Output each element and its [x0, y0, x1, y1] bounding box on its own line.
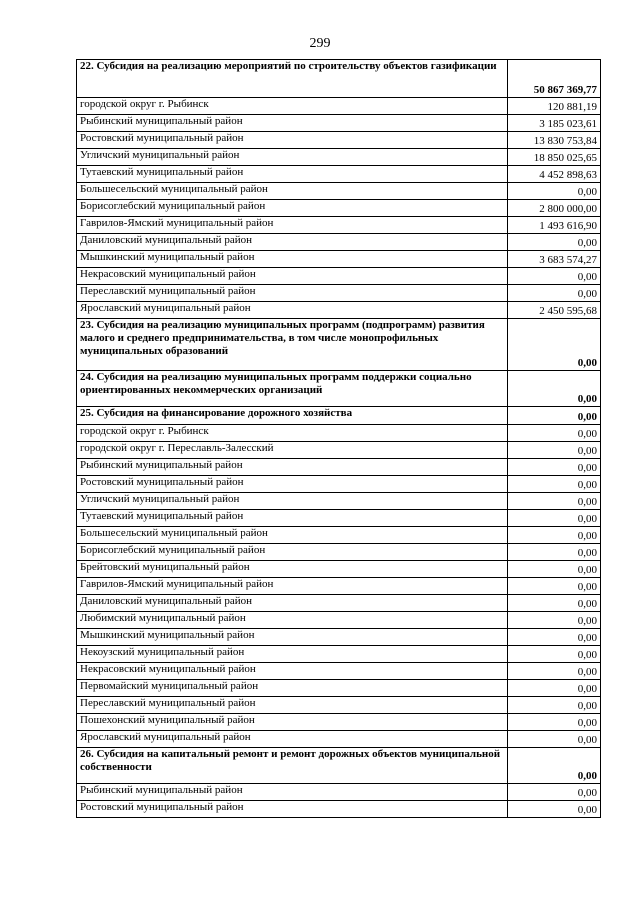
subsidy-amount: 0,00 [508, 268, 601, 285]
municipality-name: Тутаевский муниципальный район [77, 166, 508, 183]
subsidy-amount: 0,00 [508, 697, 601, 714]
subsidy-table-body [77, 60, 601, 818]
subsidy-amount: 0,00 [508, 801, 601, 818]
subsidy-amount: 0,00 [508, 612, 601, 629]
subsidy-amount: 3 185 023,61 [508, 115, 601, 132]
table-row [77, 612, 601, 629]
table-row [77, 595, 601, 612]
section-header-row [77, 407, 601, 425]
subsidy-amount: 0,00 [508, 527, 601, 544]
section-title: 22. Субсидия на реализацию мероприятий по строительству объектов газификации [77, 60, 508, 98]
municipality-name: Угличский муниципальный район [77, 149, 508, 166]
municipality-name: Мышкинский муниципальный район [77, 629, 508, 646]
subsidy-amount: 0,00 [508, 442, 601, 459]
municipality-name: Борисоглебский муниципальный район [77, 544, 508, 561]
table-row [77, 544, 601, 561]
table-row [77, 510, 601, 527]
municipality-name: Переславский муниципальный район [77, 285, 508, 302]
municipality-name: Борисоглебский муниципальный район [77, 200, 508, 217]
subsidy-amount: 0,00 [508, 459, 601, 476]
subsidy-amount: 0,00 [508, 183, 601, 200]
subsidy-amount: 3 683 574,27 [508, 251, 601, 268]
table-row [77, 493, 601, 510]
subsidy-amount: 0,00 [508, 493, 601, 510]
municipality-name: Рыбинский муниципальный район [77, 115, 508, 132]
section-total: 0,00 [508, 748, 601, 784]
table-row [77, 115, 601, 132]
table-row [77, 149, 601, 166]
table-row [77, 98, 601, 115]
table-row [77, 251, 601, 268]
table-row [77, 442, 601, 459]
table-row [77, 578, 601, 595]
municipality-name: Ростовский муниципальный район [77, 476, 508, 493]
municipality-name: Даниловский муниципальный район [77, 234, 508, 251]
table-row [77, 183, 601, 200]
subsidy-amount: 0,00 [508, 234, 601, 251]
subsidy-amount: 0,00 [508, 285, 601, 302]
municipality-name: Большесельский муниципальный район [77, 527, 508, 544]
municipality-name: Рыбинский муниципальный район [77, 784, 508, 801]
table-row [77, 302, 601, 319]
section-total: 0,00 [508, 371, 601, 407]
section-header-row [77, 371, 601, 407]
section-total: 0,00 [508, 407, 601, 425]
page-number: 299 [309, 36, 331, 51]
section-title: 25. Субсидия на финансирование дорожного хозяйства [77, 407, 508, 425]
table-row [77, 527, 601, 544]
subsidy-amount: 0,00 [508, 680, 601, 697]
subsidy-amount: 0,00 [508, 544, 601, 561]
municipality-name: Первомайский муниципальный район [77, 680, 508, 697]
subsidy-amount: 0,00 [508, 663, 601, 680]
table-row [77, 166, 601, 183]
section-header-row [77, 60, 601, 98]
table-row [77, 268, 601, 285]
table-row [77, 784, 601, 801]
subsidy-amount: 0,00 [508, 510, 601, 527]
municipality-name: Гаврилов-Ямский муниципальный район [77, 217, 508, 234]
municipality-name: Большесельский муниципальный район [77, 183, 508, 200]
subsidy-amount: 0,00 [508, 714, 601, 731]
section-total: 0,00 [508, 319, 601, 371]
table-row [77, 459, 601, 476]
table-row [77, 646, 601, 663]
table-row [77, 425, 601, 442]
municipality-name: городской округ г. Переславль-Залесский [77, 442, 508, 459]
subsidy-amount: 13 830 753,84 [508, 132, 601, 149]
subsidy-amount: 2 800 000,00 [508, 200, 601, 217]
table-row [77, 476, 601, 493]
subsidy-amount: 0,00 [508, 578, 601, 595]
subsidy-amount: 120 881,19 [508, 98, 601, 115]
subsidy-table [76, 59, 601, 818]
table-row [77, 200, 601, 217]
municipality-name: Переславский муниципальный район [77, 697, 508, 714]
municipality-name: Угличский муниципальный район [77, 493, 508, 510]
subsidy-amount: 0,00 [508, 784, 601, 801]
table-row [77, 561, 601, 578]
municipality-name: Брейтовский муниципальный район [77, 561, 508, 578]
section-header-row [77, 319, 601, 371]
subsidy-amount: 0,00 [508, 595, 601, 612]
municipality-name: Некрасовский муниципальный район [77, 663, 508, 680]
municipality-name: Некрасовский муниципальный район [77, 268, 508, 285]
municipality-name: Ярославский муниципальный район [77, 302, 508, 319]
subsidy-amount: 0,00 [508, 561, 601, 578]
municipality-name: городской округ г. Рыбинск [77, 98, 508, 115]
subsidy-amount: 4 452 898,63 [508, 166, 601, 183]
section-total: 50 867 369,77 [508, 60, 601, 98]
table-row [77, 285, 601, 302]
subsidy-amount: 1 493 616,90 [508, 217, 601, 234]
table-row [77, 697, 601, 714]
municipality-name: Ростовский муниципальный район [77, 801, 508, 818]
subsidy-amount: 18 850 025,65 [508, 149, 601, 166]
subsidy-amount: 0,00 [508, 629, 601, 646]
subsidy-amount: 2 450 595,68 [508, 302, 601, 319]
table-row [77, 217, 601, 234]
section-header-row [77, 748, 601, 784]
municipality-name: Тутаевский муниципальный район [77, 510, 508, 527]
table-row [77, 801, 601, 818]
municipality-name: Пошехонский муниципальный район [77, 714, 508, 731]
section-title: 24. Субсидия на реализацию муниципальных программ поддержки социально ориентированных некоммерческих организаций [77, 371, 508, 407]
municipality-name: Ярославский муниципальный район [77, 731, 508, 748]
subsidy-amount: 0,00 [508, 646, 601, 663]
table-row [77, 731, 601, 748]
municipality-name: городской округ г. Рыбинск [77, 425, 508, 442]
table-row [77, 714, 601, 731]
subsidy-amount: 0,00 [508, 731, 601, 748]
table-row [77, 234, 601, 251]
municipality-name: Любимский муниципальный район [77, 612, 508, 629]
municipality-name: Гаврилов-Ямский муниципальный район [77, 578, 508, 595]
table-row [77, 629, 601, 646]
subsidy-amount: 0,00 [508, 476, 601, 493]
table-row [77, 663, 601, 680]
municipality-name: Некоузский муниципальный район [77, 646, 508, 663]
section-title: 26. Субсидия на капитальный ремонт и ремонт дорожных объектов муниципальной собственности [77, 748, 508, 784]
municipality-name: Даниловский муниципальный район [77, 595, 508, 612]
municipality-name: Ростовский муниципальный район [77, 132, 508, 149]
municipality-name: Рыбинский муниципальный район [77, 459, 508, 476]
section-title: 23. Субсидия на реализацию муниципальных программ (подпрограмм) развития малого и среднего предпринимательства, в том числе монопрофильных муниципальных образований [77, 319, 508, 371]
table-row [77, 680, 601, 697]
subsidy-amount: 0,00 [508, 425, 601, 442]
municipality-name: Мышкинский муниципальный район [77, 251, 508, 268]
table-row [77, 132, 601, 149]
